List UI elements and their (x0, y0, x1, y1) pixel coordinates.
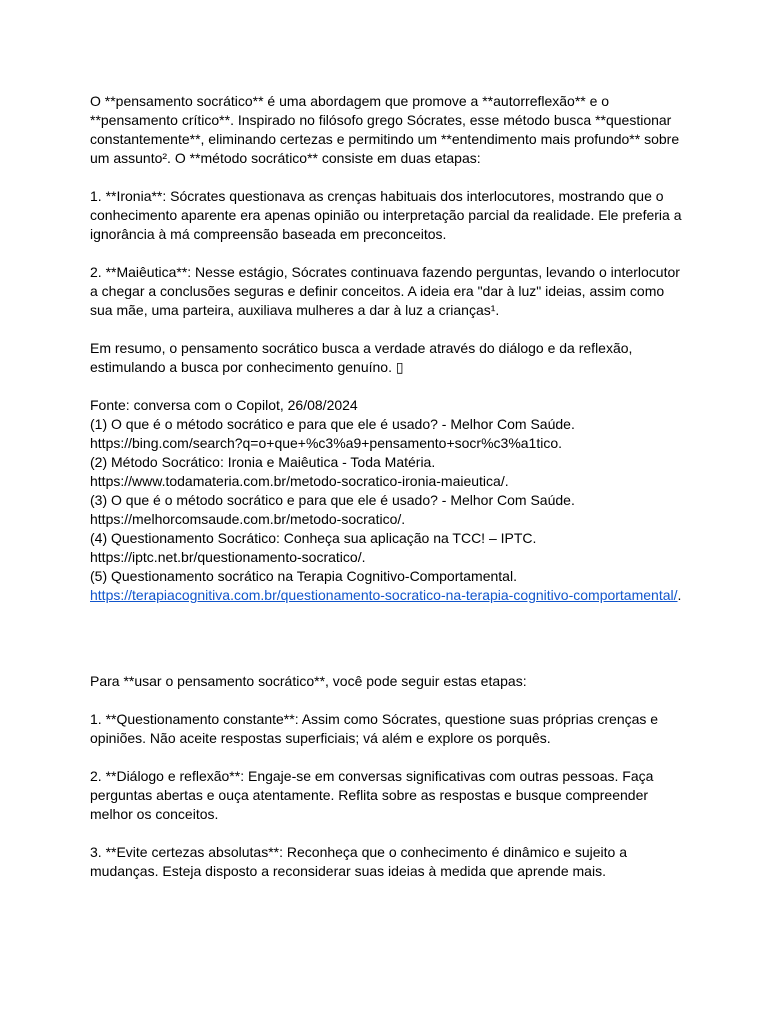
spacer (90, 824, 690, 843)
spacer (90, 605, 690, 672)
source-title: (2) Método Socrático: Ironia e Maiêutica - Toda Matéria. (90, 454, 436, 470)
spacer (90, 244, 690, 263)
sources-list (90, 396, 690, 605)
spacer (90, 377, 690, 396)
section1-step-ironia: 1. **Ironia**: Sócrates questionava as crenças habituais dos interlocutores, mostrando que o conhecimento aparente era apenas opinião ou interpretação parcial da realidade. Ele preferia a ignorância à má compreensão baseada em preconceitos. (90, 188, 682, 242)
document-page (90, 92, 690, 881)
source-url: https://melhorcomsaude.com.br/metodo-socratico/. (90, 511, 406, 527)
source-link-line (90, 586, 690, 605)
spacer (90, 748, 690, 767)
section2-step-certezas: 3. **Evite certezas absolutas**: Reconheça que o conhecimento é dinâmico e sujeito a mudanças. Esteja disposto a reconsiderar suas ideias à medida que aprende mais. (90, 844, 627, 879)
section1-summary: Em resumo, o pensamento socrático busca a verdade através do diálogo e da reflexão, estimulando a busca por conhecimento genuíno. ▯ (90, 340, 633, 375)
sources-header: Fonte: conversa com o Copilot, 26/08/2024 (90, 397, 358, 413)
source-url: https://www.todamateria.com.br/metodo-socratico-ironia-maieutica/. (90, 473, 509, 489)
section2-intro: Para **usar o pensamento socrático**, você pode seguir estas etapas: (90, 673, 527, 689)
source-title: (5) Questionamento socrático na Terapia Cognitivo-Comportamental. (90, 568, 517, 584)
source-url: https://iptc.net.br/questionamento-socratico/. (90, 549, 366, 565)
source-title: (3) O que é o método socrático e para que ele é usado? - Melhor Com Saúde. (90, 492, 575, 508)
source-title: (1) O que é o método socrático e para que ele é usado? - Melhor Com Saúde. (90, 416, 575, 432)
source-title: (4) Questionamento Socrático: Conheça sua aplicação na TCC! – IPTC. (90, 530, 537, 546)
section1-intro: O **pensamento socrático** é uma abordagem que promove a **autorreflexão** e o **pensamento crítico**. Inspirado no filósofo grego Sócrates, esse método busca **questionar constantemente**, eliminando certezas e permitindo um **entendimento mais profundo** sobre um assunto². O **método socrático** consiste em duas etapas: (90, 93, 680, 166)
spacer (90, 691, 690, 710)
spacer (90, 168, 690, 187)
source-link-suffix: . (677, 587, 682, 603)
spacer (90, 320, 690, 339)
section2-step-questionamento: 1. **Questionamento constante**: Assim como Sócrates, questione suas próprias crenças e opiniões. Não aceite respostas superficiais; vá além e explore os porquês. (90, 711, 659, 746)
source-url: https://bing.com/search?q=o+que+%c3%a9+pensamento+socr%c3%a1tico. (90, 435, 563, 451)
source-link[interactable]: https://terapiacognitiva.com.br/questionamento-socratico-na-terapia-cognitivo-comportamental/ (90, 587, 678, 603)
section1-step-maieutica: 2. **Maiêutica**: Nesse estágio, Sócrates continuava fazendo perguntas, levando o interlocutor a chegar a conclusões seguras e definir conceitos. A ideia era "dar à luz" ideias, assim como sua mãe, uma parteira, auxiliava mulheres a dar à luz a crianças¹. (90, 264, 680, 318)
section2-step-dialogo: 2. **Diálogo e reflexão**: Engaje-se em conversas significativas com outras pessoas. Faça perguntas abertas e ouça atentamente. Reflita sobre as respostas e busque compreender melhor os conceitos. (90, 768, 654, 822)
